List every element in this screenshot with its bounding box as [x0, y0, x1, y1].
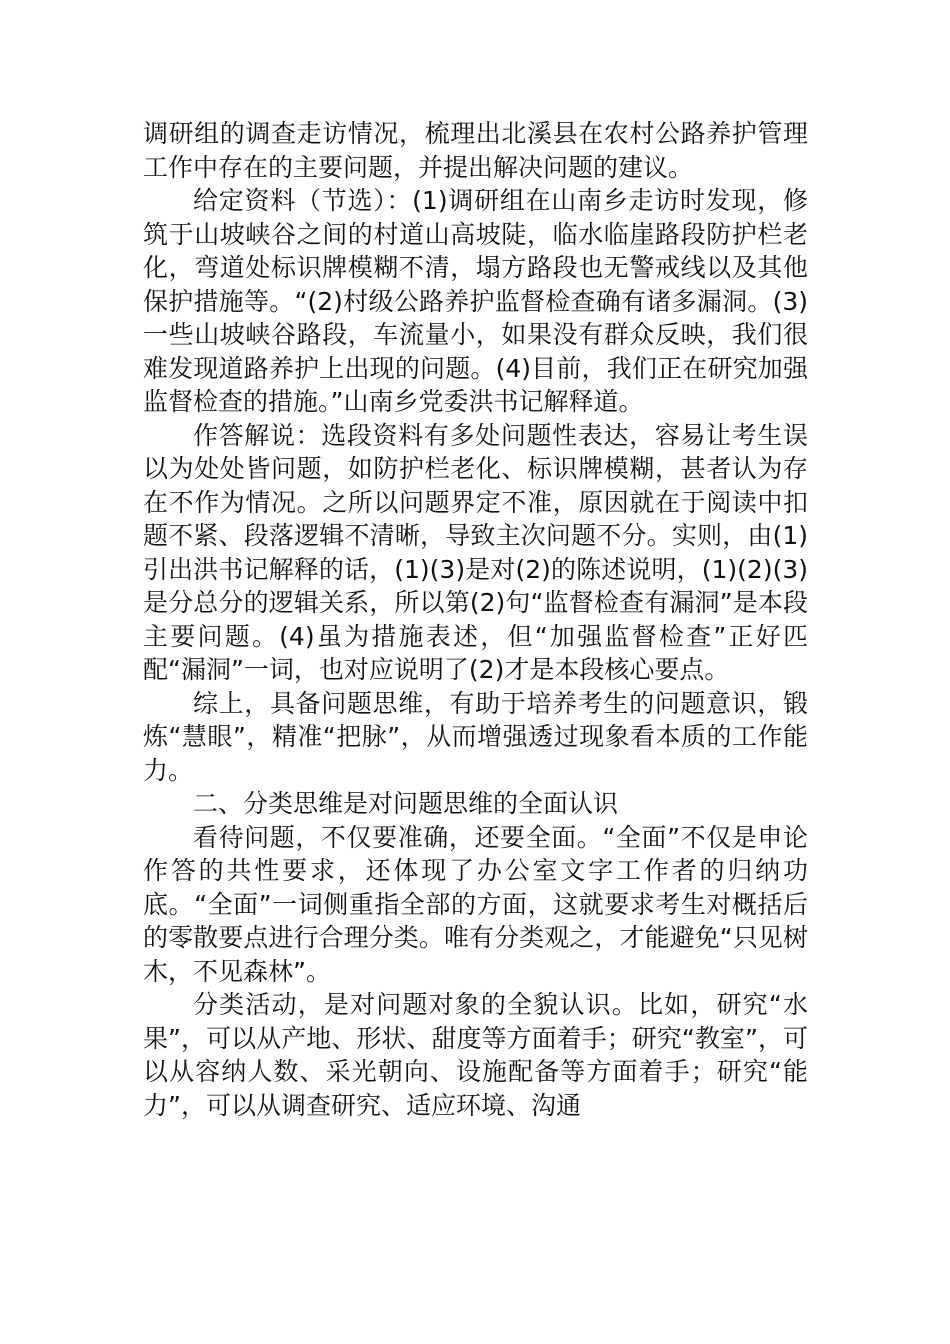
- paragraph-continuation: 调研组的调查走访情况，梳理出北溪县在农村公路养护管理工作中存在的主要问题，并提出解决问题的建议。: [143, 119, 808, 182]
- paragraph-comprehensive-view: 看待问题，不仅要准确，还要全面。“全面”不仅是申论作答的共性要求，还体现了办公室文字工作者的归纳功底。“全面”一词侧重指全部的方面，这就要求考生对概括后的零散要点进行合理分类。唯有分类观之，才能避免“只见树木，不见森林”。: [143, 822, 808, 986]
- paragraph-classification-activity: 分类活动，是对问题对象的全貌认识。比如，研究“水果”，可以从产地、形状、甜度等方面着手；研究“教室”，可以从容纳人数、采光朝向、设施配备等方面着手；研究“能力”，可以从调查研究、适应环境、沟通: [143, 990, 808, 1120]
- paragraph-answer-explanation: 作答解说：选段资料有多处问题性表达，容易让考生误以为处处皆问题，如防护栏老化、标识牌模糊，甚者认为存在不作为情况。之所以问题界定不准，原因就在于阅读中扣题不紧、段落逻辑不清晰，导致主次问题不分。实则，由(1)引出洪书记解释的话，(1)(3)是对(2)的陈述说明，(1)(2)(3)是分总分的逻辑关系，所以第(2)句“监督检查有漏洞”是本段主要问题。(4)虽为措施表述，但“加强监督检查”正好匹配“漏洞”一词，也对应说明了(2)才是本段核心要点。: [143, 420, 808, 684]
- paragraph-summary: 综上，具备问题思维，有助于培养考生的问题意识，锻炼“慧眼”，精准“把脉”，从而增强透过现象看本质的工作能力。: [143, 688, 808, 785]
- section-heading: 二、分类思维是对问题思维的全面认识: [193, 789, 619, 818]
- document-body: [143, 117, 808, 1122]
- paragraph-given-material: 给定资料（节选）：(1)调研组在山南乡走访时发现，修筑于山坡峡谷之间的村道山高坡陡，临水临崖路段防护栏老化，弯道处标识牌模糊不清，塌方路段也无警戒线以及其他保护措施等。“(2)村级公路养护监督检查确有诸多漏洞。(3)一些山坡峡谷路段，车流量小，如果没有群众反映，我们很难发现道路养护上出现的问题。(4)目前，我们正在研究加强监督检查的措施。”山南乡党委洪书记解释道。: [143, 186, 808, 416]
